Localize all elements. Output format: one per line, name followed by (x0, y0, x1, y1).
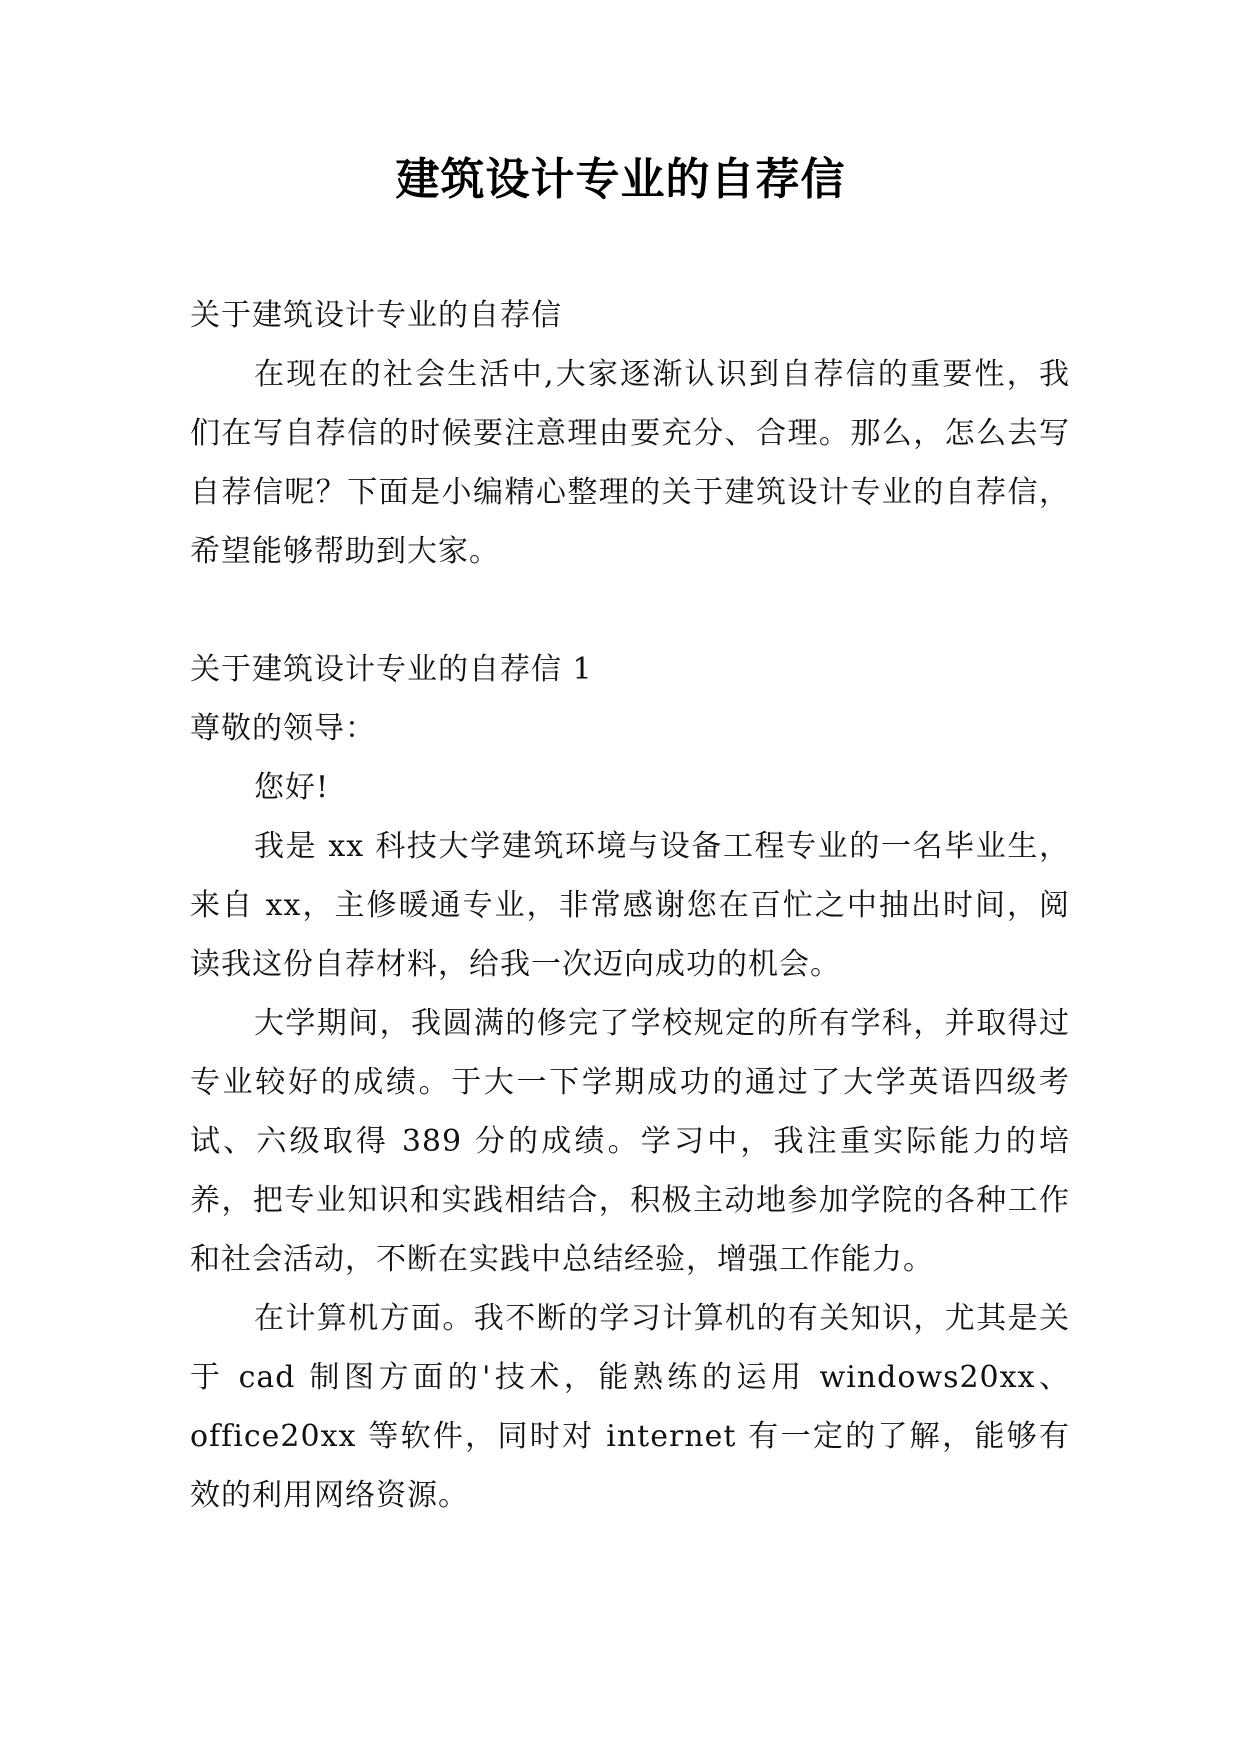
document-body (190, 286, 1070, 1525)
document-subtitle: 关于建筑设计专业的自荐信 (190, 298, 562, 333)
section-heading: 关于建筑设计专业的自荐信 1 (190, 652, 593, 687)
document-title: 建筑设计专业的自荐信 (395, 154, 846, 205)
greeting: 您好! (254, 770, 330, 805)
body-paragraph: 大学期间，我圆满的修完了学校规定的所有学科，并取得过专业较好的成绩。于大一下学期成功的通过了大学英语四级考试、六级取得 389 分的成绩。学习中，我注重实际能力的培养，把专业知识和实践相结合，积极主动地参加学院的各种工作和社会活动，不断在实践中总结经验，增强工作能力。 (190, 1006, 1070, 1277)
intro-paragraph: 在现在的社会生活中,大家逐渐认识到自荐信的重要性，我们在写自荐信的时候要注意理由要充分、合理。那么，怎么去写自荐信呢？下面是小编精心整理的关于建筑设计专业的自荐信，希望能够帮助到大家。 (190, 357, 1070, 569)
paragraph-spacer (190, 581, 1070, 640)
body-paragraph: 我是 xx 科技大学建筑环境与设备工程专业的一名毕业生，来自 xx，主修暖通专业，非常感谢您在百忙之中抽出时间，阅读我这份自荐材料，给我一次迈向成功的机会。 (190, 829, 1070, 982)
body-paragraph: 在计算机方面。我不断的学习计算机的有关知识，尤其是关于 cad 制图方面的'技术，能熟练的运用 windows20xx、office20xx 等软件，同时对 internet 有一定的了解，能够有效的利用网络资源。 (190, 1301, 1070, 1513)
salutation: 尊敬的领导： (190, 711, 376, 746)
